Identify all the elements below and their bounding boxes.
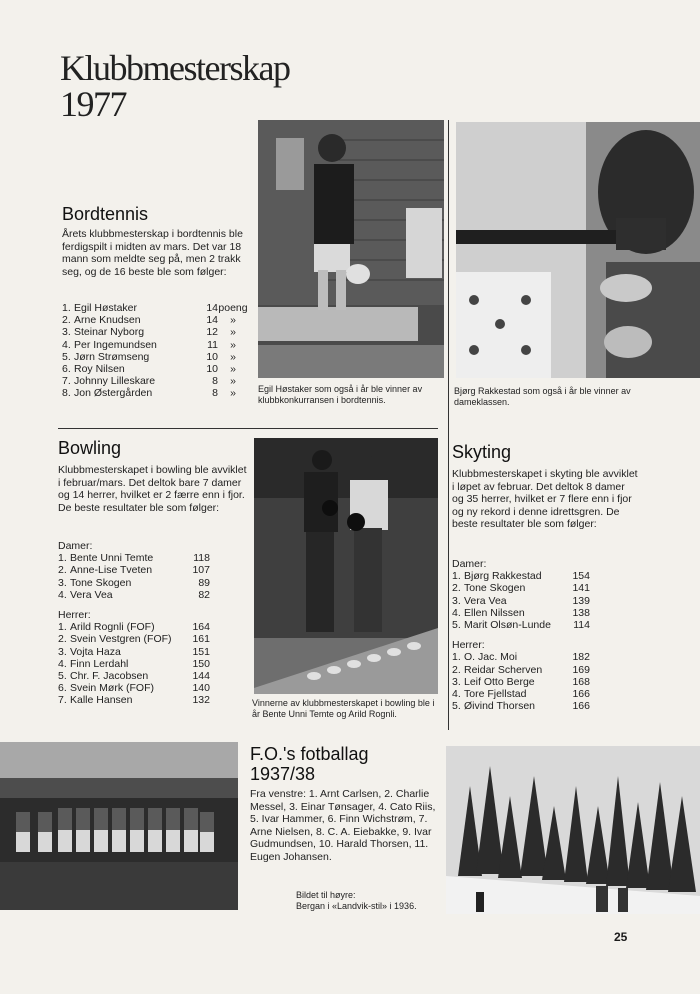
skyting-photo — [456, 122, 700, 378]
result-row — [452, 700, 590, 712]
result-unit: » — [230, 363, 236, 376]
result-value: 114 — [573, 619, 590, 632]
result-rank: 5. — [58, 670, 67, 683]
bowling-photo-caption: Vinnerne av klubbmesterskapet i bowling ble i år Bente Unni Temte og Arild Rognli. — [252, 698, 435, 719]
result-name: Marit Olsøn-Lunde — [464, 619, 551, 632]
result-row — [58, 646, 210, 658]
result-name: Arne Knudsen — [74, 314, 141, 327]
result-row — [58, 577, 210, 589]
bowling-intro: Klubbmesterskapet i bowling ble avviklet i februar/mars. Det deltok bare 7 damer og 14 herrer, hvilket er 2 færre enn i fjor. De beste resultater ble som følger: — [58, 464, 247, 514]
result-row — [62, 387, 248, 399]
bordtennis-heading: Bordtennis — [62, 204, 149, 224]
result-value: 141 — [572, 582, 590, 595]
result-rank: 5. — [62, 350, 71, 363]
result-rank: 4. — [58, 657, 67, 670]
result-row — [452, 664, 590, 676]
fotball-team-photo — [0, 742, 238, 910]
result-row — [58, 552, 210, 564]
result-unit: » — [230, 387, 236, 400]
result-name: Roy Nilsen — [74, 363, 125, 376]
result-name: Leif Otto Berge — [464, 675, 535, 688]
result-rank: 3. — [58, 645, 67, 658]
result-value: 107 — [192, 564, 210, 577]
result-value: 8 — [212, 375, 218, 388]
result-row — [62, 326, 248, 338]
result-row — [58, 682, 210, 694]
result-rank: 1. — [58, 621, 67, 634]
result-value: 10 — [206, 350, 218, 363]
result-unit: » — [230, 338, 236, 351]
result-row — [62, 339, 248, 351]
result-row — [62, 375, 248, 387]
result-unit: » — [230, 314, 236, 327]
fotball-text: Fra venstre: 1. Arnt Carlsen, 2. Charlie Messel, 3. Einar Tønsager, 4. Cato Riis, 5. Ivar Hammer, 6. Finn Wichstrøm, 7. Arne Nielsen, 8. C. A. Eiebakke, 9. Ivar Gudmundsen, 10. Harald Thorsen, 11. Eugen Johansen. — [250, 788, 436, 863]
result-row — [452, 688, 590, 700]
result-value: 8 — [212, 387, 218, 400]
result-rank: 4. — [58, 588, 67, 601]
bowling-photo — [254, 438, 438, 694]
result-row — [452, 676, 590, 688]
result-name: Vera Vea — [464, 594, 507, 607]
result-rank: 5. — [452, 619, 461, 632]
result-name: Reidar Scherven — [464, 663, 543, 676]
column-divider — [448, 120, 449, 730]
result-value: 168 — [572, 675, 590, 688]
result-name: Steinar Nyborg — [74, 326, 145, 339]
result-value: 118 — [193, 552, 210, 565]
bowling-herrer-label: Herrer: — [58, 609, 91, 622]
result-value: 82 — [198, 588, 210, 601]
result-rank: 6. — [58, 682, 67, 695]
fotball-photo-note — [296, 890, 446, 912]
result-rank: 4. — [452, 688, 461, 701]
result-rank: 7. — [58, 694, 67, 707]
result-name: Bente Unni Temte — [70, 552, 154, 565]
result-rank: 1. — [58, 552, 67, 565]
page-number: 25 — [614, 930, 628, 944]
result-name: Tone Skogen — [464, 582, 526, 595]
result-rank: 1. — [452, 651, 461, 664]
result-value: 138 — [572, 606, 590, 619]
result-unit: » — [230, 375, 236, 388]
result-value: 10 — [206, 363, 218, 376]
fotball-heading-line2: 1937/38 — [250, 764, 316, 784]
result-name: Anne-Lise Tveten — [70, 564, 153, 577]
result-value: 150 — [192, 657, 210, 670]
result-rank: 6. — [62, 363, 71, 376]
result-name: Jon Østergården — [74, 387, 153, 400]
result-rank: 4. — [62, 338, 71, 351]
result-name: Tone Skogen — [70, 576, 132, 589]
result-value: 89 — [198, 576, 210, 589]
result-rank: 2. — [452, 582, 461, 595]
result-name: Vera Vea — [70, 588, 113, 601]
result-name: Øivind Thorsen — [464, 700, 536, 713]
result-name: Svein Mørk (FOF) — [70, 682, 154, 695]
divider-rule — [58, 428, 438, 429]
result-rank: 1. — [452, 570, 461, 583]
page-title-line1: Klubbmesterskap — [60, 48, 290, 88]
result-rank: 4. — [452, 606, 461, 619]
result-value: 14 — [206, 302, 218, 314]
result-value: 132 — [192, 694, 210, 707]
result-name: Arild Rognli (FOF) — [70, 621, 155, 634]
fotball-photo-note-line1: Bildet til høyre: — [296, 890, 356, 900]
bordtennis-photo-caption: Egil Høstaker som også i år ble vinner av klubbkonkurransen i bordtennis. — [258, 384, 423, 405]
result-value: 151 — [192, 645, 210, 658]
page-title — [60, 48, 290, 124]
page-title-line2: 1977 — [60, 84, 126, 124]
result-rank: 3. — [452, 675, 461, 688]
result-unit: poeng — [218, 302, 248, 314]
result-value: 166 — [572, 688, 590, 701]
landvik-photo — [446, 746, 700, 914]
result-value: 139 — [572, 594, 590, 607]
skyting-results — [452, 558, 590, 712]
result-name: Bjørg Rakkestad — [464, 570, 542, 583]
result-value: 14 — [206, 314, 218, 327]
result-name: Kalle Hansen — [70, 694, 133, 707]
result-name: Per Ingemundsen — [74, 338, 157, 351]
result-row — [452, 607, 590, 619]
fotball-photo-note-line2: Bergan i «Landvik-stil» i 1936. — [296, 901, 417, 911]
result-rank: 3. — [452, 594, 461, 607]
result-rank: 2. — [62, 314, 71, 327]
result-row — [58, 589, 210, 601]
result-value: 169 — [572, 663, 590, 676]
bordtennis-photo — [258, 120, 444, 378]
result-value: 144 — [192, 670, 210, 683]
result-name: Finn Lerdahl — [70, 657, 129, 670]
result-row — [452, 651, 590, 663]
result-unit: » — [230, 326, 236, 339]
result-rank: 7. — [62, 375, 71, 388]
result-row — [452, 619, 590, 631]
fotball-heading — [250, 744, 369, 784]
result-rank: 3. — [58, 576, 67, 589]
result-rank: 8. — [62, 387, 71, 400]
result-name: Jørn Strømseng — [74, 350, 150, 363]
result-row — [62, 363, 248, 375]
result-row — [452, 595, 590, 607]
result-rank: 3. — [62, 326, 71, 339]
result-row — [58, 633, 210, 645]
result-value: 154 — [572, 570, 590, 583]
result-name: Vojta Haza — [70, 645, 121, 658]
skyting-photo-caption: Bjørg Rakkestad som også i år ble vinner av dameklassen. — [454, 386, 631, 407]
result-rank: 2. — [452, 663, 461, 676]
result-unit: » — [230, 350, 236, 363]
result-row — [58, 658, 210, 670]
result-row — [62, 302, 248, 314]
result-rank: 2. — [58, 633, 67, 646]
result-value: 140 — [192, 682, 210, 695]
result-row — [58, 564, 210, 576]
result-name: Johnny Lilleskare — [74, 375, 156, 388]
result-value: 12 — [206, 326, 218, 339]
result-rank: 1. — [62, 302, 71, 314]
result-rank: 5. — [452, 700, 461, 713]
bordtennis-results — [62, 302, 248, 400]
bordtennis-intro: Årets klubbmesterskap i bordtennis ble ferdigspilt i midten av mars. Det var 18 mann som meldte seg på, men 2 trakk seg, og de 16 beste ble som følger: — [62, 228, 243, 278]
result-value: 161 — [192, 633, 210, 646]
result-rank: 2. — [58, 564, 67, 577]
result-value: 166 — [572, 700, 590, 713]
skyting-herrer-label: Herrer: — [452, 639, 485, 652]
result-row — [452, 582, 590, 594]
result-row — [452, 570, 590, 582]
result-row — [62, 351, 248, 363]
result-value: 11 — [207, 338, 218, 351]
fotball-heading-line1: F.O.'s fotballag — [250, 744, 369, 764]
result-name: Svein Vestgren (FOF) — [70, 633, 172, 646]
result-name: Tore Fjellstad — [464, 688, 527, 701]
result-row — [58, 670, 210, 682]
skyting-damer-label: Damer: — [452, 558, 487, 570]
result-name: Ellen Nilssen — [464, 606, 525, 619]
bowling-damer-label: Damer: — [58, 540, 93, 552]
result-name: Chr. F. Jacobsen — [70, 670, 149, 683]
result-value: 164 — [192, 621, 210, 634]
result-value: 182 — [572, 651, 590, 664]
result-row — [58, 694, 210, 706]
skyting-heading: Skyting — [452, 442, 512, 462]
skyting-intro: Klubbmesterskapet i skyting ble avviklet i løpet av februar. Det deltok 8 damer og 35 herrer, hvilket er 7 flere enn i fjor og ny rekord i denne idrettsgren. De beste resultater ble som følger: — [452, 468, 638, 530]
bowling-damer — [58, 540, 210, 707]
result-row — [62, 314, 248, 326]
result-name: Egil Høstaker — [74, 302, 138, 314]
result-row — [58, 621, 210, 633]
result-name: O. Jac. Moi — [464, 651, 518, 664]
bowling-heading: Bowling — [58, 438, 122, 458]
